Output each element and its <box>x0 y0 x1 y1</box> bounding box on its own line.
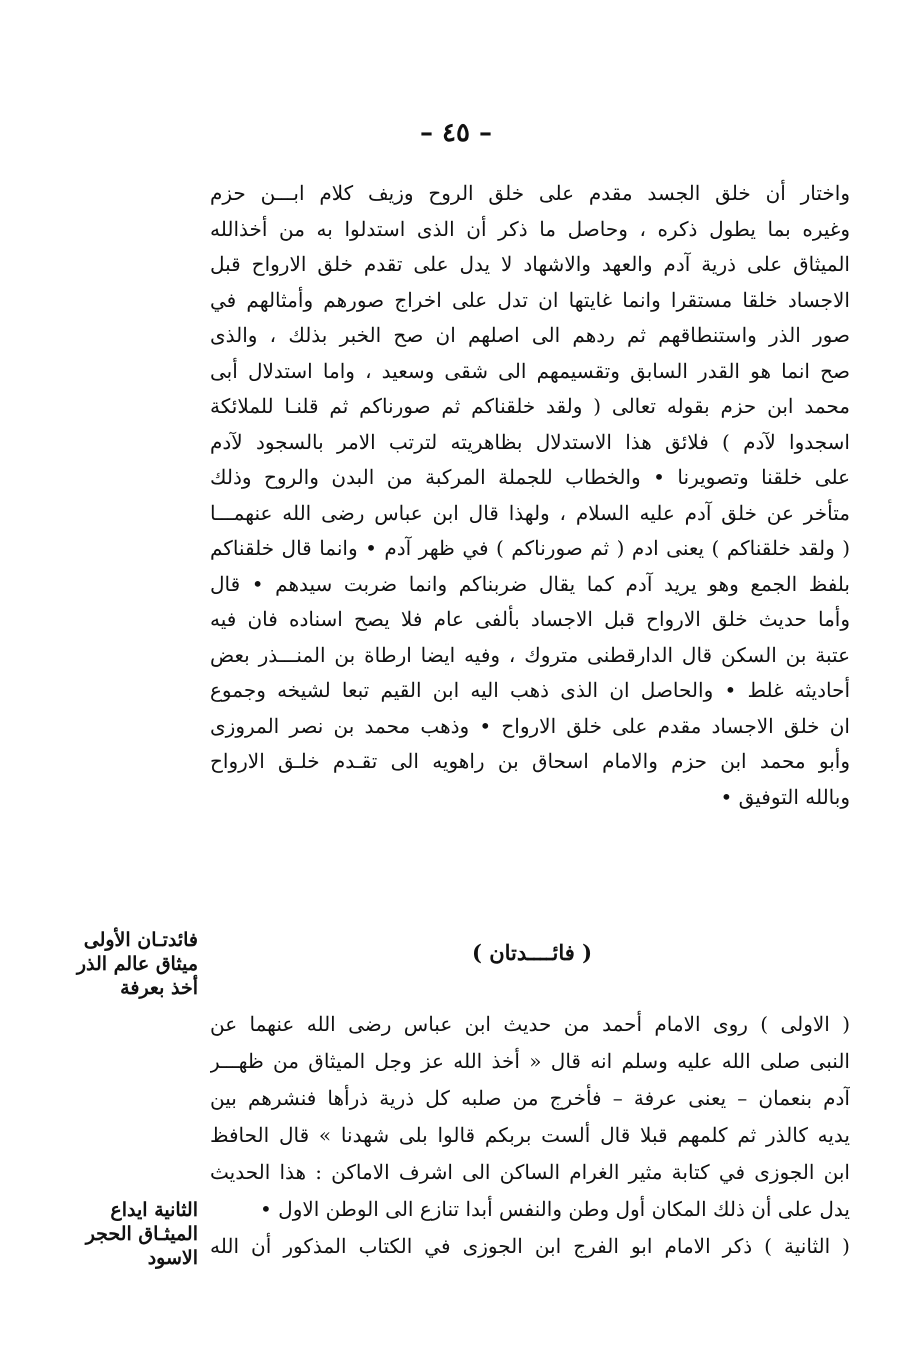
text-line: ( الاولى ) روى الامام أحمد من حديث ابن عباس رضى الله عنهما عن <box>210 1012 850 1036</box>
text-line: الاجساد خلقا مستقرا وانما غايتها ان تدل على اخراج صورهم وأمثالهم في <box>210 287 850 312</box>
page-number: – ٤٥ – <box>419 118 493 148</box>
text-line: واختار أن خلق الجسد مقدم على خلق الروح وزيف كلام ابـــن حزم <box>210 181 850 205</box>
text-line: صح انما هو القدر السابق وتقسيمهم الى شقى وسعيد ، واما استدلال أبى <box>210 358 850 383</box>
text-line: ان خلق الاجساد مقدم على خلق الارواح • وذهب محمد بن نصر المروزى <box>210 713 850 738</box>
text-line: أحاديثه غلط • والحاصل ان الذى ذهب اليه ابن القيم تبعا لشيخه وجموع <box>210 678 850 702</box>
text-line: ابن الجوزى في كتابة مثير الغرام الساكن الى اشرف الاماكن : هذا الحديث <box>210 1160 850 1184</box>
second-paragraph <box>210 1006 850 1265</box>
margin-note-line: فائدتـان الأولى <box>83 929 198 951</box>
main-paragraph <box>210 176 850 815</box>
text-line: وأما حديث خلق الارواح قبل الاجساد بألفى عام فلا يصح اسناده فان فيه <box>210 607 850 631</box>
text-line: وغيره بما يطول ذكره ، وحاصل ما ذكر أن الذى استدلوا به من أخذالله <box>210 216 850 241</box>
margin-note-1 <box>28 928 198 1000</box>
margin-note-line: ميثاق عالم الذر <box>76 953 198 975</box>
margin-note-line: أخذ بعرفة <box>120 977 198 999</box>
margin-note-line: الاسود <box>147 1247 198 1269</box>
margin-note-line: الثانية ايداع <box>110 1199 198 1221</box>
text-line: الميثاق على ذرية آدم والعهد والاشهاد لا يدل على تقدم خلق الارواح قبل <box>210 252 850 276</box>
text-line: ( الثانية ) ذكر الامام ابو الفرج ابن الجوزى في الكتاب المذكور أن الله <box>210 1234 850 1258</box>
text-line: على خلقنا وتصويرنا • والخطاب للجملة المركبة من البدن والروح وذلك <box>210 465 850 489</box>
text-line: بلفظ الجمع وهو يريد آدم كما يقال ضربناكم وانما ضربت سيدهم • قال <box>210 571 850 596</box>
text-line: صور الذر واستنطاقهم ثم ردهم الى اصلهم ان صح الخبر بذلك ، والذى <box>210 323 850 347</box>
text-line: آدم بنعمان – يعنى عرفة – فأخرج من صلبه كل ذرية ذرأها فنشرهم بين <box>210 1086 850 1110</box>
text-line: محمد ابن حزم بقوله تعالى ( ولقد خلقناكم ثم صورناكم ثم قلنـا للملائكة <box>210 394 850 418</box>
text-line: متأخر عن خلق آدم عليه السلام ، ولهذا قال ابن عباس رضى الله عنهمـــا <box>210 500 850 525</box>
text-line: وأبو محمد ابن حزم والامام اسحاق بن راهويه الى تقـدم خلـق الارواح <box>210 749 850 773</box>
text-line: اسجدوا لآدم ) فلائق هذا الاستدلال بظاهريته لترتب الامر بالسجود لآدم <box>210 429 850 454</box>
text-line: وبالله التوفيق • <box>720 784 850 809</box>
text-line: ( ولقد خلقناكم ) يعنى ادم ( ثم صورناكم ) في ظهر آدم • وانما قال خلقناكم <box>210 536 850 560</box>
margin-note-line: الميثـاق الحجر <box>85 1223 198 1245</box>
text-line: النبى صلى الله عليه وسلم انه قال « أخذ الله عز وجل الميثاق من ظهـــر <box>210 1049 850 1073</box>
text-line: يديه كالذر ثم كلمهم قبلا قال ألست بربكم قالوا بلى شهدنا » قال الحافظ <box>210 1123 850 1147</box>
text-line: عتبة بن السكن قال الدارقطنى متروك ، وفيه ايضا ارطاة بن المنـــذر بعض <box>210 642 850 667</box>
section-heading: ( فائــــدتان ) <box>471 940 593 965</box>
text-line: يدل على أن ذلك المكان أول وطن والنفس أبدا تنازع الى الوطن الاول • <box>260 1197 850 1221</box>
margin-note-2 <box>28 1198 198 1270</box>
